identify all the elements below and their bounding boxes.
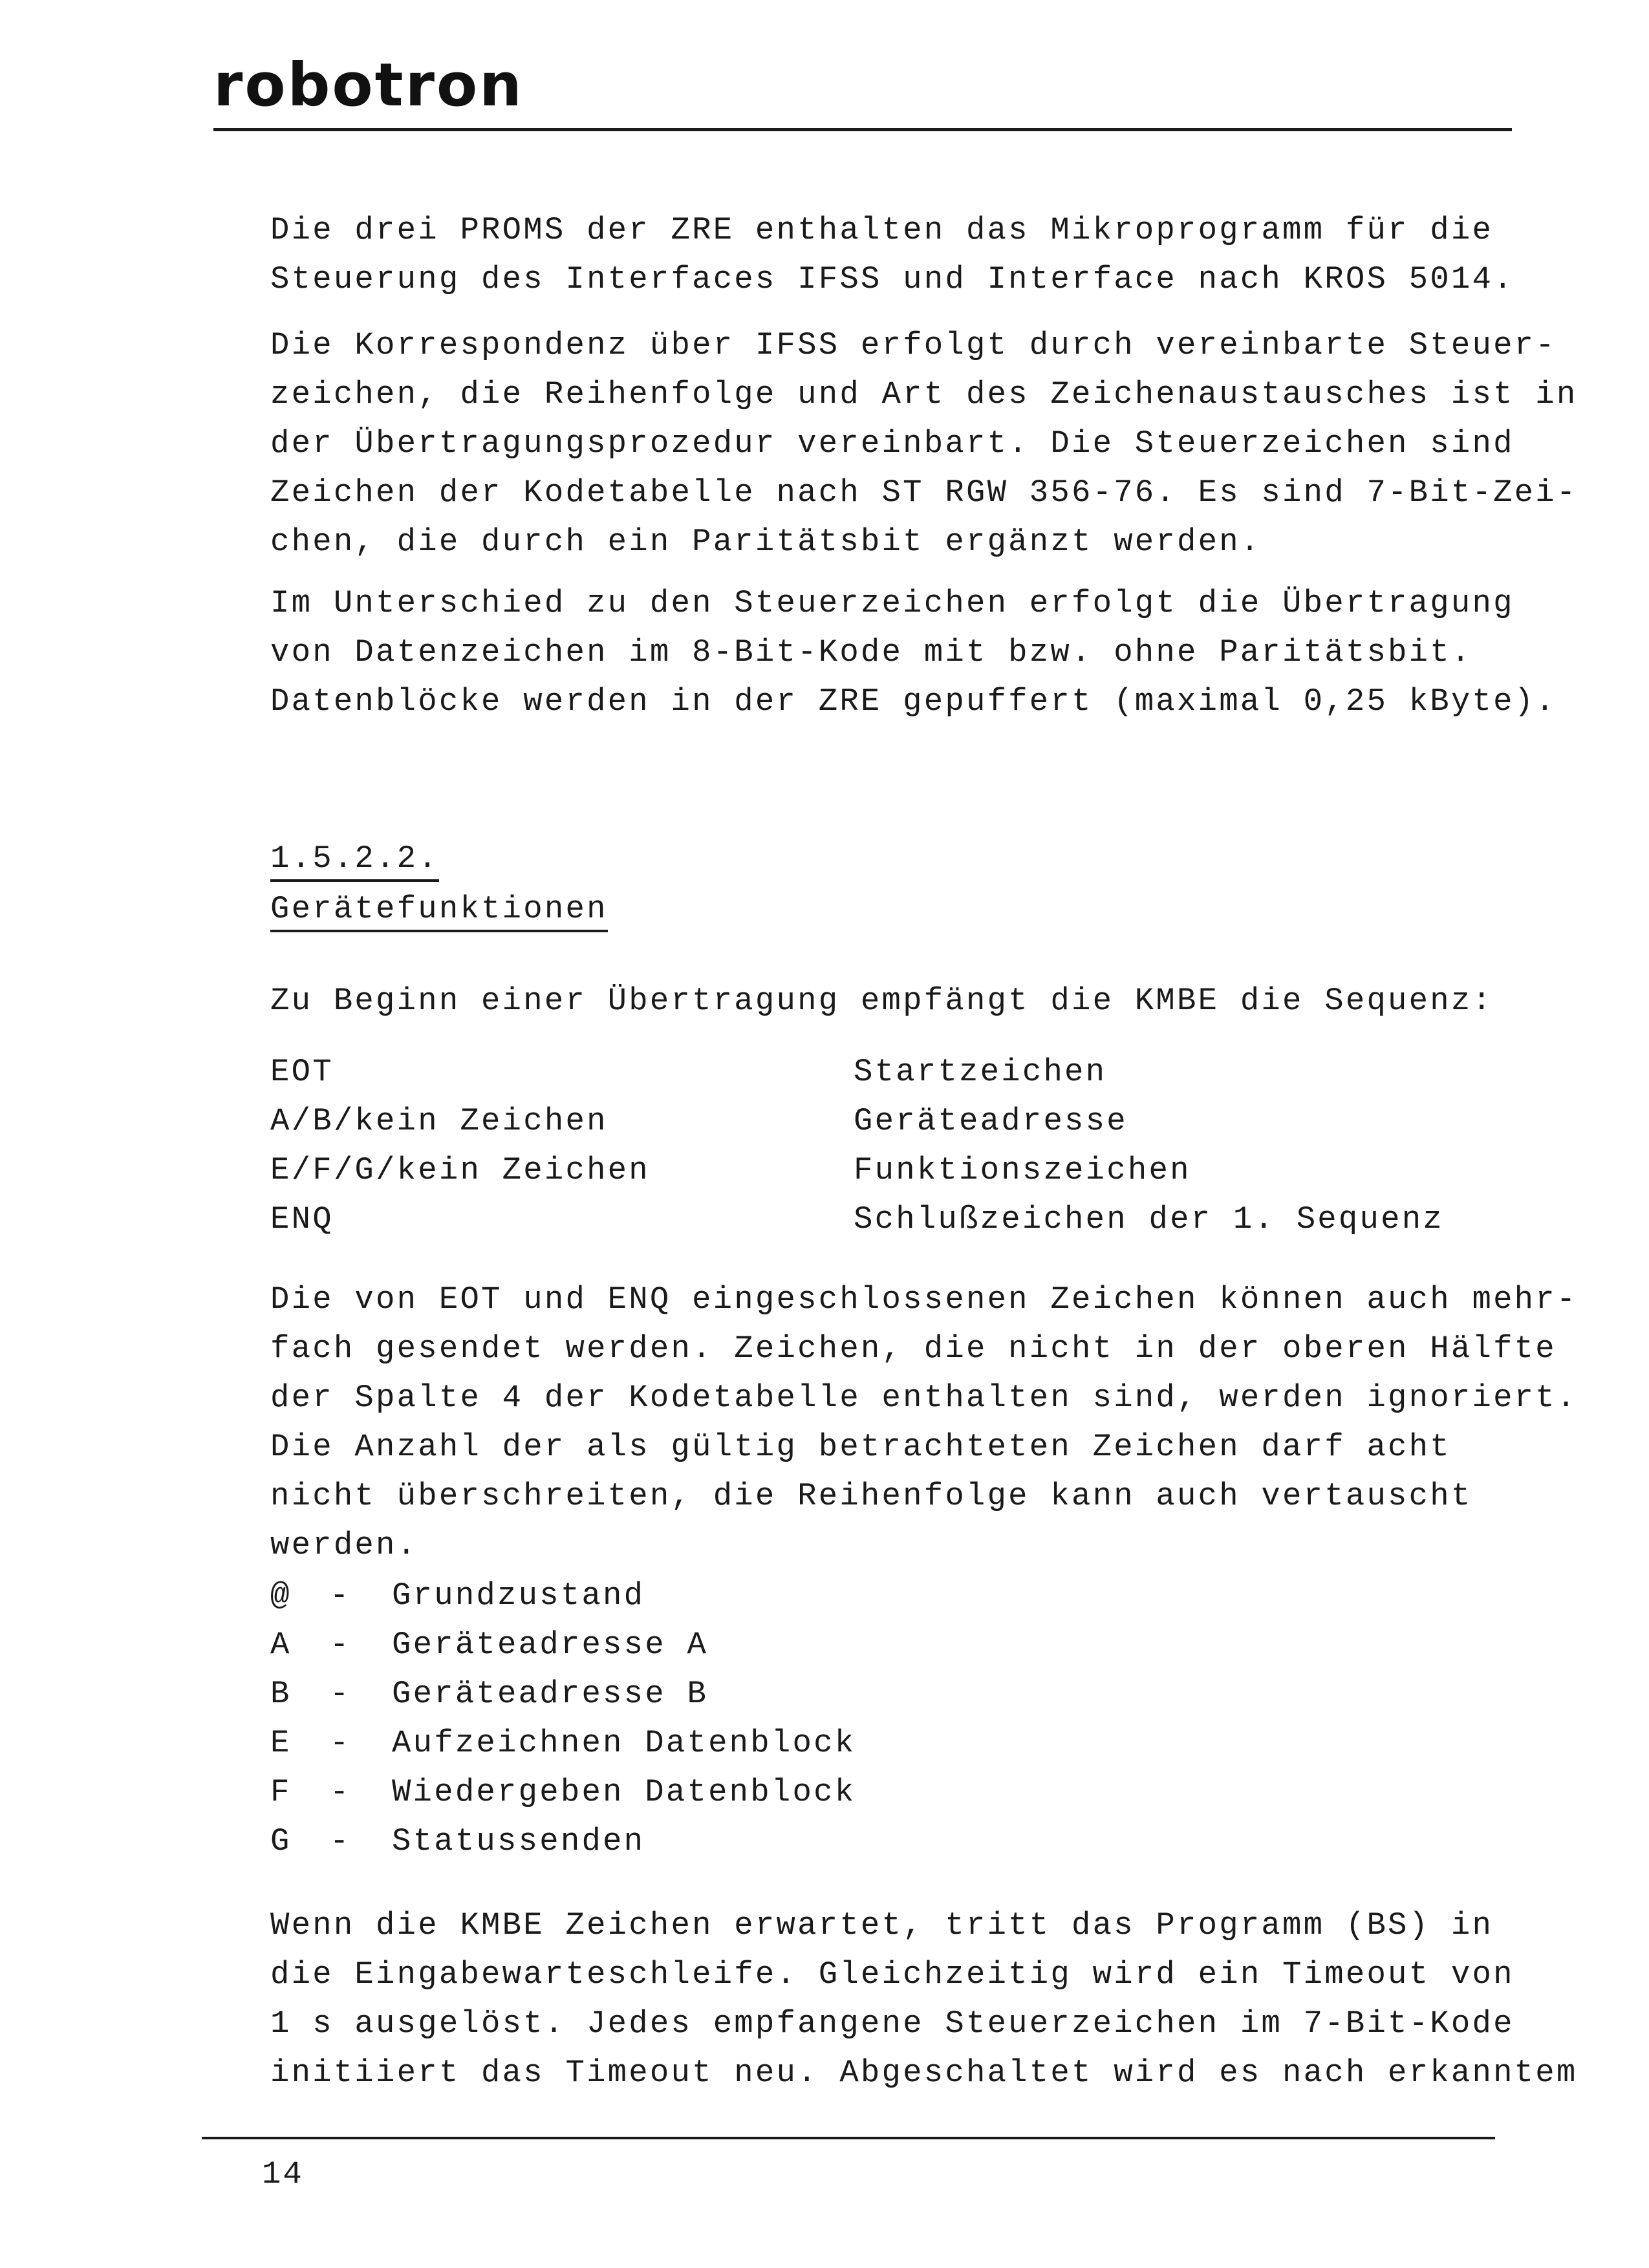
legend-key: E bbox=[270, 1725, 292, 1761]
legend-value: Wiedergeben Datenblock bbox=[392, 1774, 856, 1810]
legend-dash: - bbox=[330, 1774, 351, 1810]
legend-dash: - bbox=[330, 1578, 351, 1614]
legend-key: A bbox=[270, 1627, 292, 1663]
sequence-code: EOT bbox=[270, 1054, 334, 1090]
text-line: der Spalte 4 der Kodetabelle enthalten sind, werden ignoriert. bbox=[270, 1380, 1578, 1416]
paragraph-sequence-rules bbox=[270, 1275, 1578, 1570]
section-title bbox=[270, 891, 608, 932]
text-line: 1 s ausgelöst. Jedes empfangene Steuerzeichen im 7-Bit-Kode bbox=[270, 2006, 1514, 2042]
legend-dash: - bbox=[330, 1823, 351, 1859]
text-line: von Datenzeichen im 8-Bit-Kode mit bzw. ohne Paritätsbit. bbox=[270, 634, 1472, 670]
text-line: chen, die durch ein Paritätsbit ergänzt werden. bbox=[270, 524, 1262, 560]
legend-key: F bbox=[270, 1774, 292, 1810]
text-line: Die drei PROMS der ZRE enthalten das Mikroprogramm für die bbox=[270, 212, 1494, 248]
robotron-logo: robotron bbox=[213, 50, 524, 120]
legend-dash: - bbox=[330, 1676, 351, 1712]
text-line: Zeichen der Kodetabelle nach ST RGW 356-76. Es sind 7-Bit-Zei- bbox=[270, 475, 1578, 511]
sequence-meaning: Geräteadresse bbox=[854, 1103, 1128, 1139]
sequence-intro: Zu Beginn einer Übertragung empfängt die KMBE die Sequenz: bbox=[270, 983, 1494, 1019]
footer-rule bbox=[202, 2137, 1495, 2139]
text-line: werden. bbox=[270, 1527, 418, 1563]
text-line: fach gesendet werden. Zeichen, die nicht in der oberen Hälfte bbox=[270, 1331, 1557, 1367]
text-line: Steuerung des Interfaces IFSS und Interface nach KROS 5014. bbox=[270, 261, 1514, 297]
legend-dash: - bbox=[330, 1627, 351, 1663]
sequence-code: ENQ bbox=[270, 1201, 334, 1237]
paragraph-ifss-correspondence bbox=[270, 321, 1578, 566]
legend-key: G bbox=[270, 1823, 292, 1859]
text-line: Die Korrespondenz über IFSS erfolgt durch vereinbarte Steuer- bbox=[270, 327, 1557, 363]
paragraph-data-characters bbox=[270, 579, 1557, 726]
text-line: nicht überschreiten, die Reihenfolge kann auch vertauscht bbox=[270, 1478, 1472, 1514]
text-line: zeichen, die Reihenfolge und Art des Zeichenaustausches ist in bbox=[270, 376, 1578, 412]
sequence-meaning: Startzeichen bbox=[854, 1054, 1107, 1090]
legend-value: Aufzeichnen Datenblock bbox=[392, 1725, 856, 1761]
sequence-code: E/F/G/kein Zeichen bbox=[270, 1152, 650, 1188]
text-line: Datenblöcke werden in der ZRE gepuffert (maximal 0,25 kByte). bbox=[270, 683, 1557, 720]
text-line: initiiert das Timeout neu. Abgeschaltet wird es nach erkanntem bbox=[270, 2055, 1578, 2091]
legend-value: Grundzustand bbox=[392, 1578, 645, 1614]
legend-value: Geräteadresse A bbox=[392, 1627, 709, 1663]
legend-value: Geräteadresse B bbox=[392, 1676, 709, 1712]
text-line: Die von EOT und ENQ eingeschlossenen Zeichen können auch mehr- bbox=[270, 1281, 1578, 1318]
legend-value: Statussenden bbox=[392, 1823, 645, 1859]
sequence-meaning: Funktionszeichen bbox=[854, 1152, 1191, 1188]
paragraph-input-loop bbox=[270, 1901, 1578, 2097]
paragraph-proms bbox=[270, 206, 1514, 304]
section-number-text: 1.5.2.2. bbox=[270, 840, 439, 882]
legend-dash: - bbox=[330, 1725, 351, 1761]
text-line: Die Anzahl der als gültig betrachteten Zeichen darf acht bbox=[270, 1429, 1451, 1465]
text-line: Im Unterschied zu den Steuerzeichen erfolgt die Übertragung bbox=[270, 585, 1514, 621]
page-number: 14 bbox=[262, 2156, 304, 2192]
section-title-text: Gerätefunktionen bbox=[270, 891, 608, 932]
sequence-code: A/B/kein Zeichen bbox=[270, 1103, 608, 1139]
section-number bbox=[270, 840, 439, 882]
sequence-meaning: Schlußzeichen der 1. Sequenz bbox=[854, 1201, 1444, 1237]
text-line: der Übertragungsprozedur vereinbart. Die Steuerzeichen sind bbox=[270, 425, 1514, 462]
legend-key: B bbox=[270, 1676, 292, 1712]
text-line: die Eingabewarteschleife. Gleichzeitig wird ein Timeout von bbox=[270, 1956, 1514, 1993]
legend-key: @ bbox=[270, 1578, 292, 1614]
header-rule bbox=[213, 128, 1512, 131]
text-line: Wenn die KMBE Zeichen erwartet, tritt das Programm (BS) in bbox=[270, 1907, 1494, 1943]
